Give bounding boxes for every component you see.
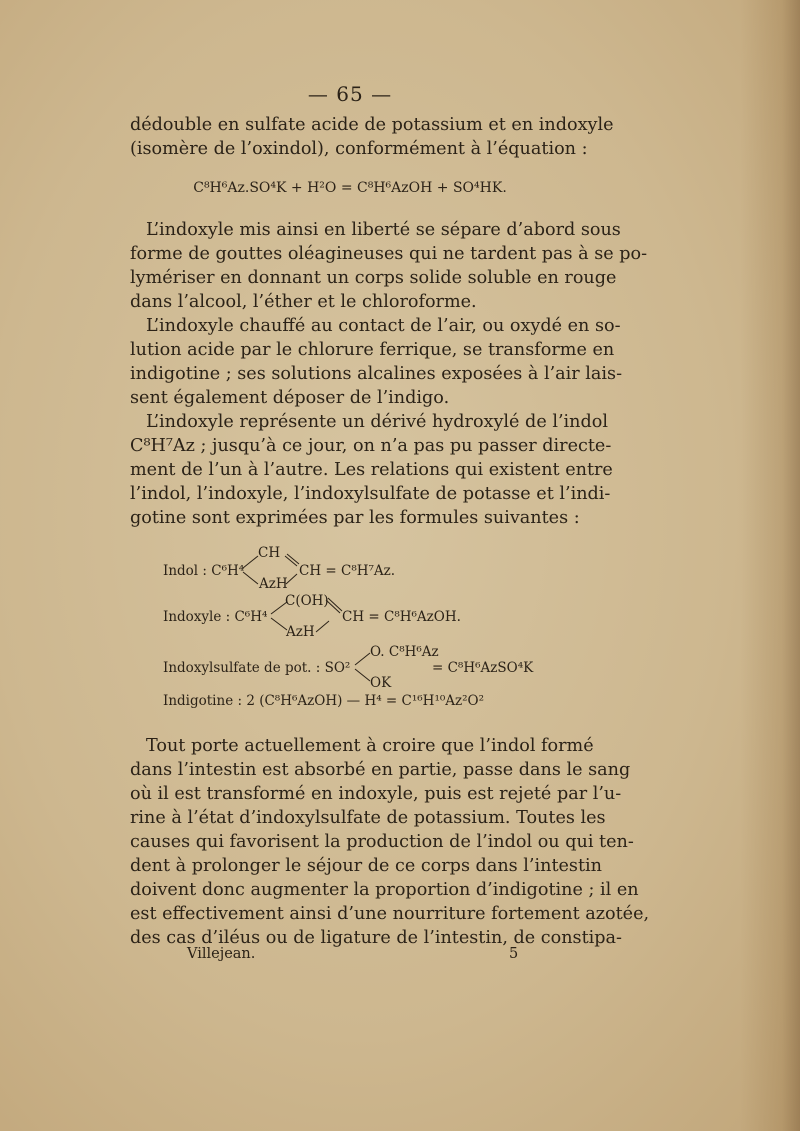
text-line: L’indoxyle représente un dérivé hydroxylé de l’indol [146,412,608,432]
indol-bottom-group: AzH [259,576,288,592]
text-line: (isomère de l’oxindol), conformément à l’équation : [130,139,588,159]
text-line: où il est transformé en indoxyle, puis est rejeté par l’u- [130,784,622,804]
indoxylsulfate-top-group: O. C⁸H⁶Az [370,644,439,660]
text-line: lymériser en donnant un corps solide soluble en rouge [130,268,617,288]
indol-top-group: CH [258,545,281,561]
footer-signature-mark: 5 [509,946,519,962]
text-line: Tout porte actuellement à croire que l’indol formé [146,736,594,756]
text-line: dans l’alcool, l’éther et le chloroforme. [130,292,477,312]
text-line: forme de gouttes oléagineuses qui ne tardent pas à se po- [130,244,648,264]
indoxyle-bottom-group: AzH [286,624,315,640]
text-line: L’indoxyle mis ainsi en liberté se sépare d’abord sous [146,220,621,240]
text-line: rine à l’état d’indoxylsulfate de potassium. Toutes les [130,808,606,828]
text-line: indigotine ; ses solutions alcalines exposées à l’air lais- [130,364,623,384]
paragraph-intestine [130,734,650,950]
text-line: l’indol, l’indoxyle, l’indoxylsulfate de potasse et l’indi- [130,484,611,504]
indol-right: CH = C⁸H⁷Az. [299,563,396,579]
indoxylsulfate-label: Indoxylsulfate de pot. : SO² [163,660,351,676]
text-line: dédouble en sulfate acide de potassium et en indoxyle [130,115,614,135]
indoxyle-label: Indoxyle : C⁶H⁴ [163,609,268,625]
text-line: L’indoxyle chauffé au contact de l’air, ou oxydé en so- [146,316,621,336]
page-number: — 65 — [307,82,393,106]
text-line: dans l’intestin est absorbé en partie, passe dans le sang [130,760,631,780]
indigotine-formula: Indigotine : 2 (C⁸H⁶AzOH) — H⁴ = C¹⁶H¹⁰Az²O² [163,693,485,709]
footer-author: Villejean. [187,946,256,962]
text-line: sent également déposer de l’indigo. [130,388,450,408]
chemical-equation: C⁸H⁶Az.SO⁴K + H²O = C⁸H⁶AzOH + SO⁴HK. [193,180,507,196]
indol-label: Indol : C⁶H⁴ [163,563,245,579]
indoxylsulfate-bottom-group: OK [370,675,392,691]
text-line: est effectivement ainsi d’une nourriture fortement azotée, [130,904,650,924]
text-line: causes qui favorisent la production de l’indol ou qui ten- [130,832,634,852]
text-line: ment de l’un à l’autre. Les relations qui existent entre [130,460,613,480]
text-line: dent à prolonger le séjour de ce corps dans l’intestin [130,856,602,876]
text-line: lution acide par le chlorure ferrique, se transforme en [130,340,615,360]
indoxyle-top-group: C(OH) [285,593,329,609]
text-line: gotine sont exprimées par les formules suivantes : [130,508,580,528]
text-line: des cas d’iléus ou de ligature de l’intestin, de constipa- [130,928,622,948]
text-line: doivent donc augmenter la proportion d’indigotine ; il en [130,880,639,900]
indoxyle-right: CH = C⁸H⁶AzOH. [342,609,461,625]
text-line: C⁸H⁷Az ; jusqu’à ce jour, on n’a pas pu passer directe- [130,436,612,456]
indoxylsulfate-right: = C⁸H⁶AzSO⁴K [432,660,534,676]
